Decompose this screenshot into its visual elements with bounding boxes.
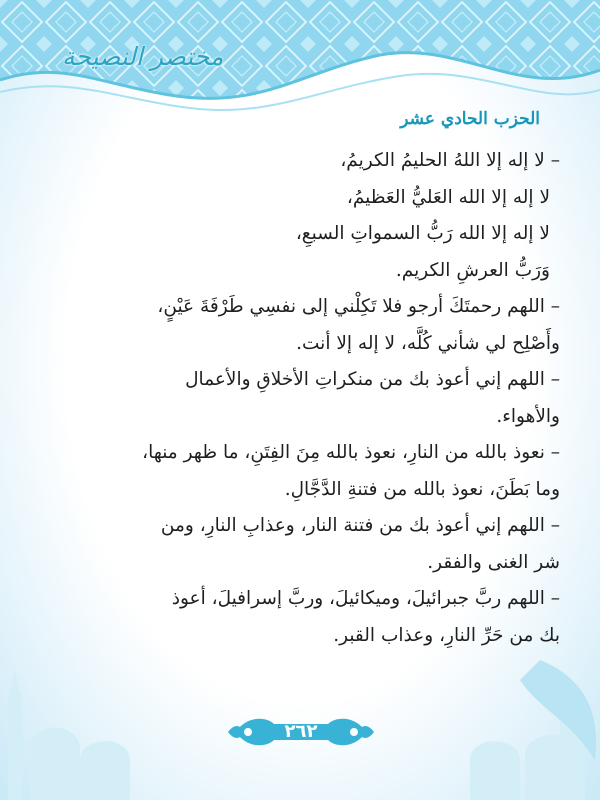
section-title: الحزب الحادي عشر [400, 109, 540, 129]
text-line: لا إله إلا الله رَبُّ السمواتِ السبعِ، [295, 223, 550, 244]
text-line: وَرَبُّ العرشِ الكريم. [395, 259, 550, 281]
text-line: وما بَطَنَ، نعوذ بالله من فتنةِ الدَّجَّالِ. [284, 478, 560, 500]
text-line: – اللهم إني أعوذ بك من منكراتِ الأخلاقِ والأعمال [185, 369, 560, 390]
text-line: بك من حَرِّ النارِ، وعذاب القبر. [333, 624, 560, 646]
text-line: وأَصْلِح لي شأني كُلَّه، لا إله إلا أنت. [296, 332, 560, 354]
page-number-badge [226, 710, 376, 754]
text-line: – لا إله إلا اللهُ الحليمُ الكريمُ، [340, 150, 560, 171]
brand-title: مختصر النصيحة [62, 42, 224, 71]
text-line: – نعوذ بالله من النارِ، نعوذ بالله مِنَ الفِتَنِ، ما ظهر منها، [142, 442, 560, 463]
text-line: شر الغنى والفقر. [427, 551, 560, 573]
text-line: – اللهم ربَّ جبرائيلَ، وميكائيلَ، وربَّ إسرافيلَ، أعوذ [171, 588, 560, 609]
text-line: – اللهم رحمتَكَ أرجو فلا تَكِلْني إلى نفسِي طَرْفَةَ عَيْنٍ، [157, 296, 560, 317]
text-line: والأهواء. [496, 405, 560, 427]
text-line: لا إله إلا الله العَليُّ العَظيمُ، [346, 186, 550, 208]
page-number: ٢٦٢ [284, 721, 318, 742]
text-line: – اللهم إني أعوذ بك من فتنة النار، وعذابِ النارِ، ومن [160, 515, 560, 536]
document-body [28, 105, 560, 654]
